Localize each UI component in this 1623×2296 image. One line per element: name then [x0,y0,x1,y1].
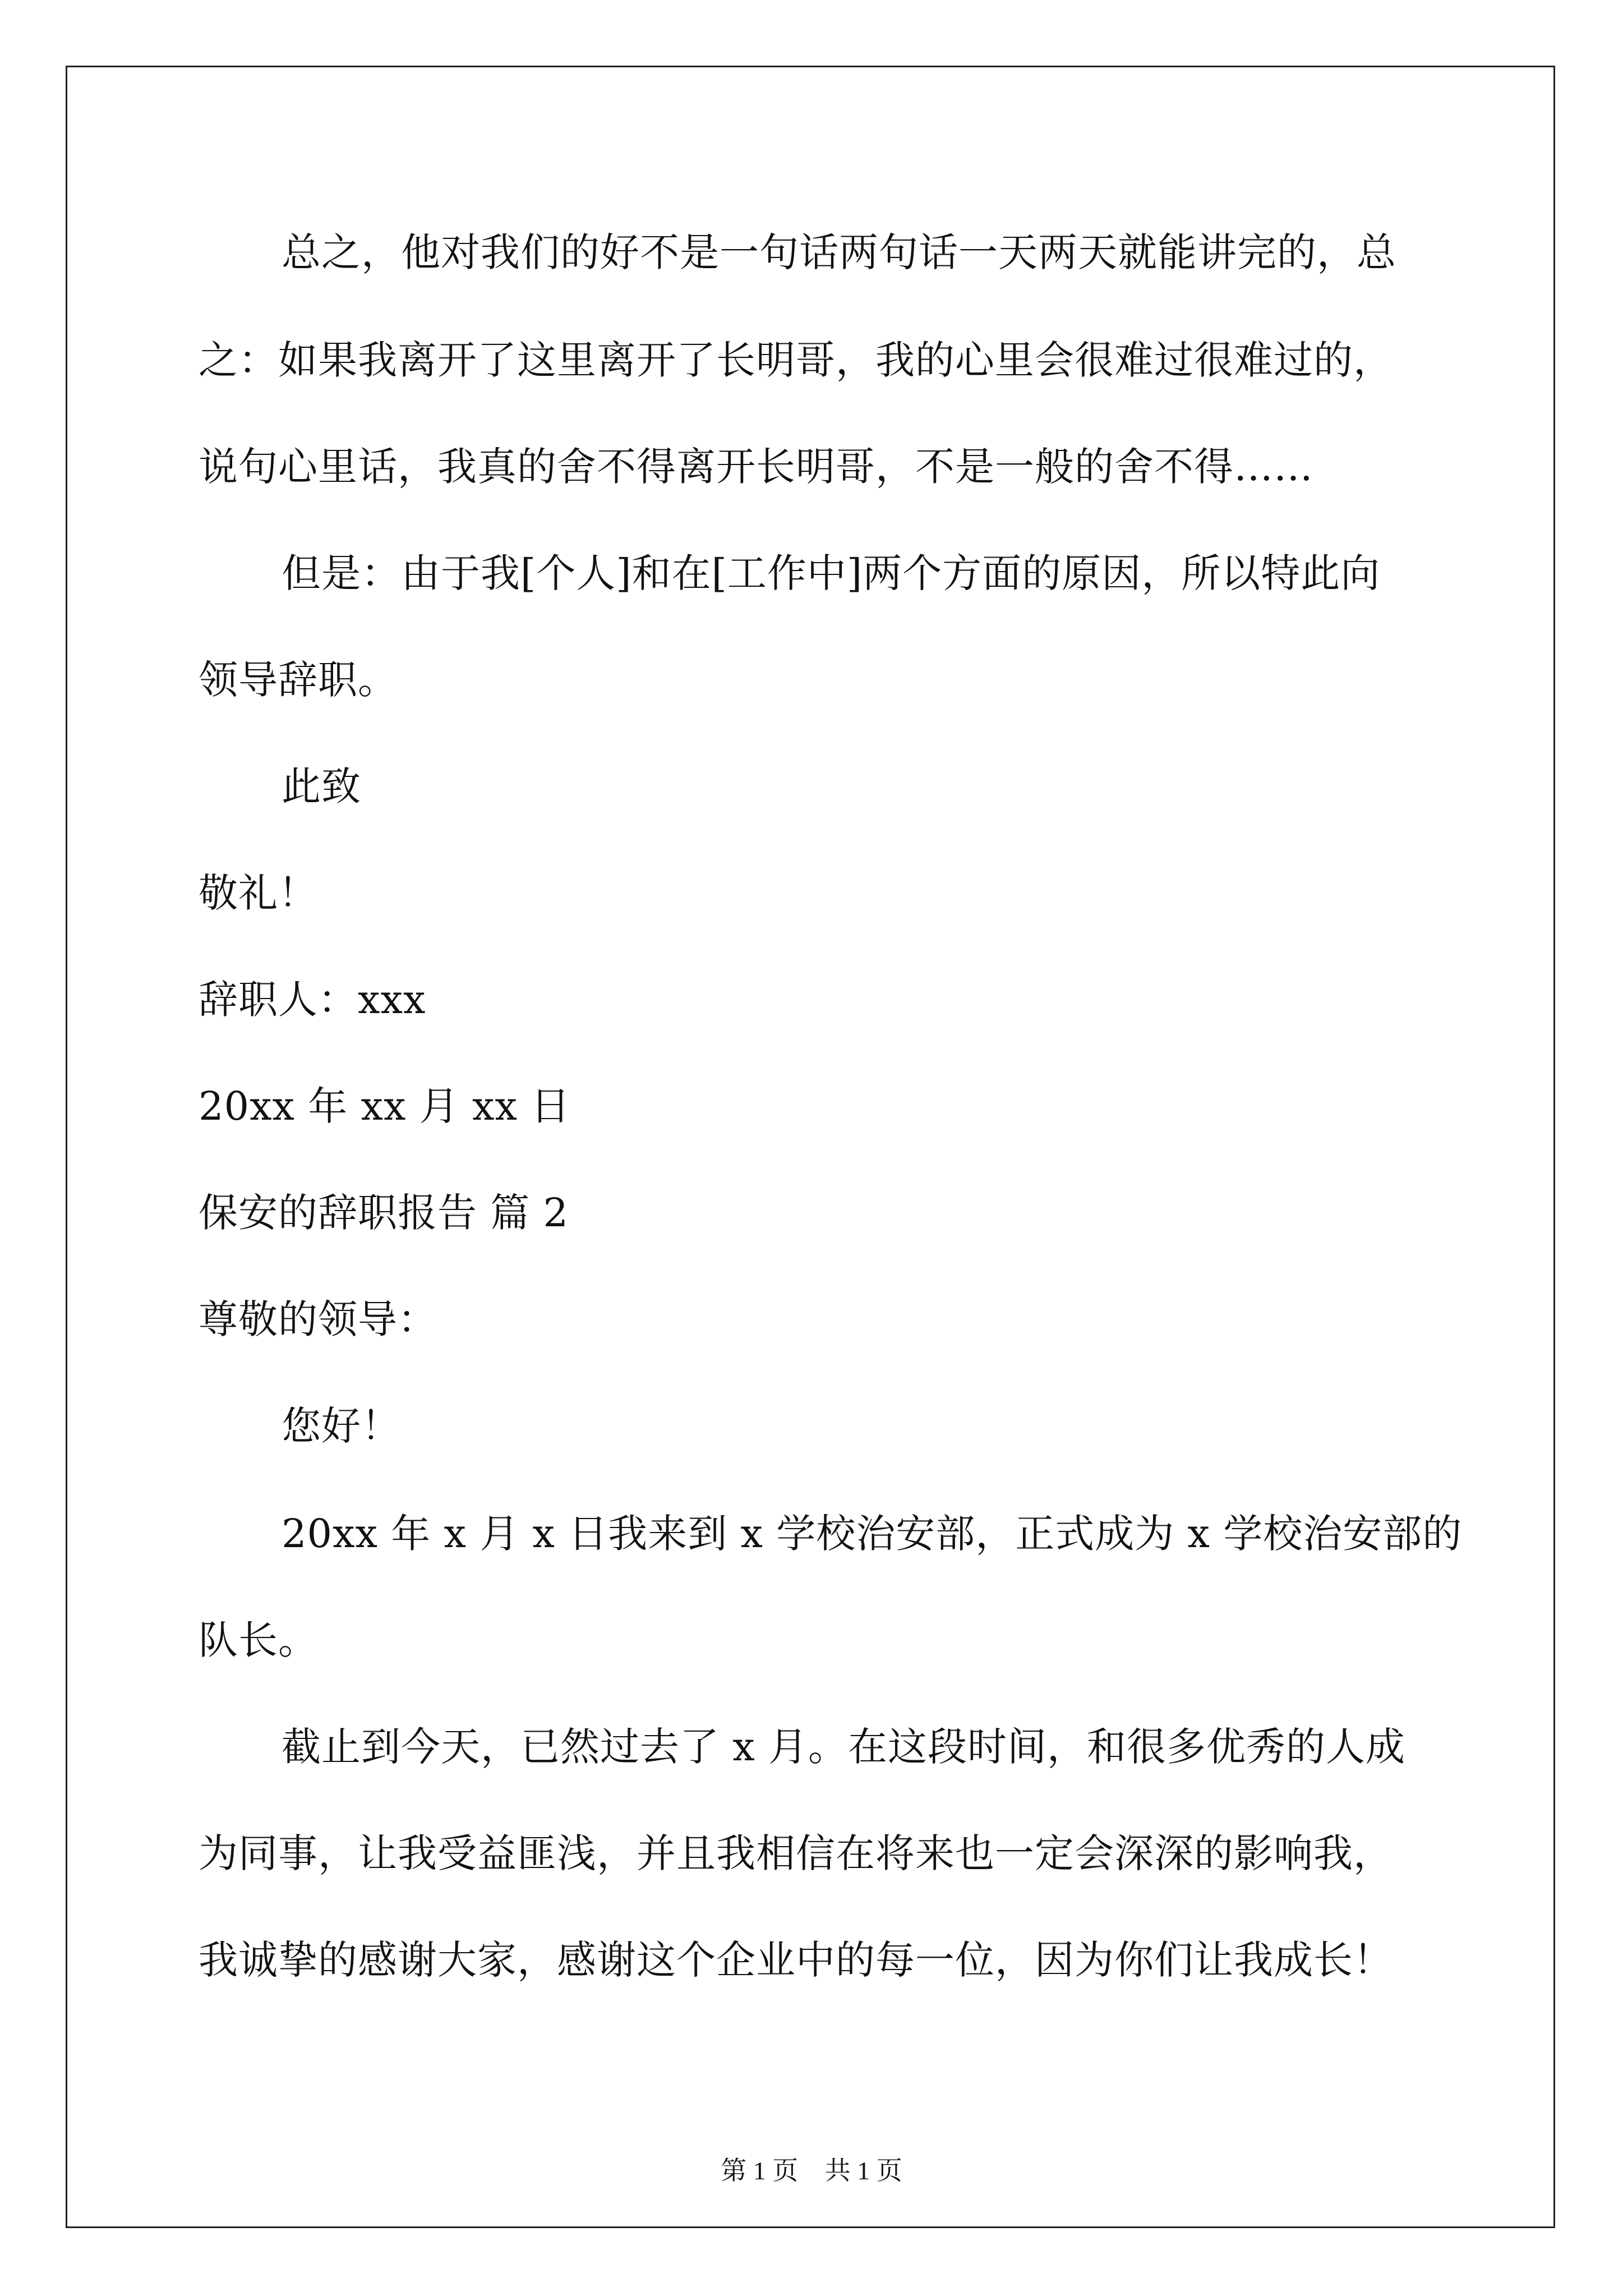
greeting: 尊敬的领导： [199,1296,437,1342]
paragraph-line: 之：如果我离开了这里离开了长明哥，我的心里会很难过很难过的， [199,337,1393,383]
greeting-hello: 您好！ [282,1403,401,1449]
paragraph-line: 总之，他对我们的好不是一句话两句话一天两天就能讲完的，总 [282,229,1396,275]
closing-regards: 敬礼！ [199,870,318,916]
paragraph-line: 但是：由于我[个人]和在[工作中]两个方面的原因，所以特此向 [282,550,1381,596]
section-title: 保安的辞职报告 篇 2 [199,1190,569,1236]
closing-salutation: 此致 [282,763,361,809]
page-number: 第 1 页 [721,2156,799,2185]
paragraph-line: 队长。 [199,1617,318,1663]
paragraph-line: 我诚挚的感谢大家，感谢这个企业中的每一位，因为你们让我成长！ [199,1937,1393,1983]
signer-line: 辞职人：xxx [199,977,426,1023]
page-footer [0,2154,1623,2188]
paragraph-line: 截止到今天，已然过去了 x 月。在这段时间，和很多优秀的人成 [282,1724,1405,1770]
date-line: 20xx 年 xx 月 xx 日 [199,1083,571,1129]
paragraph-line: 20xx 年 x 月 x 日我来到 x 学校治安部，正式成为 x 学校治安部的 [282,1511,1463,1557]
page-border [66,66,1555,2228]
paragraph-line: 领导辞职。 [199,657,398,703]
paragraph-line: 说句心里话，我真的舍不得离开长明哥，不是一般的舍不得…… [199,444,1313,490]
page-total: 共 1 页 [824,2156,902,2185]
paragraph-line: 为同事，让我受益匪浅，并且我相信在将来也一定会深深的影响我， [199,1830,1393,1876]
